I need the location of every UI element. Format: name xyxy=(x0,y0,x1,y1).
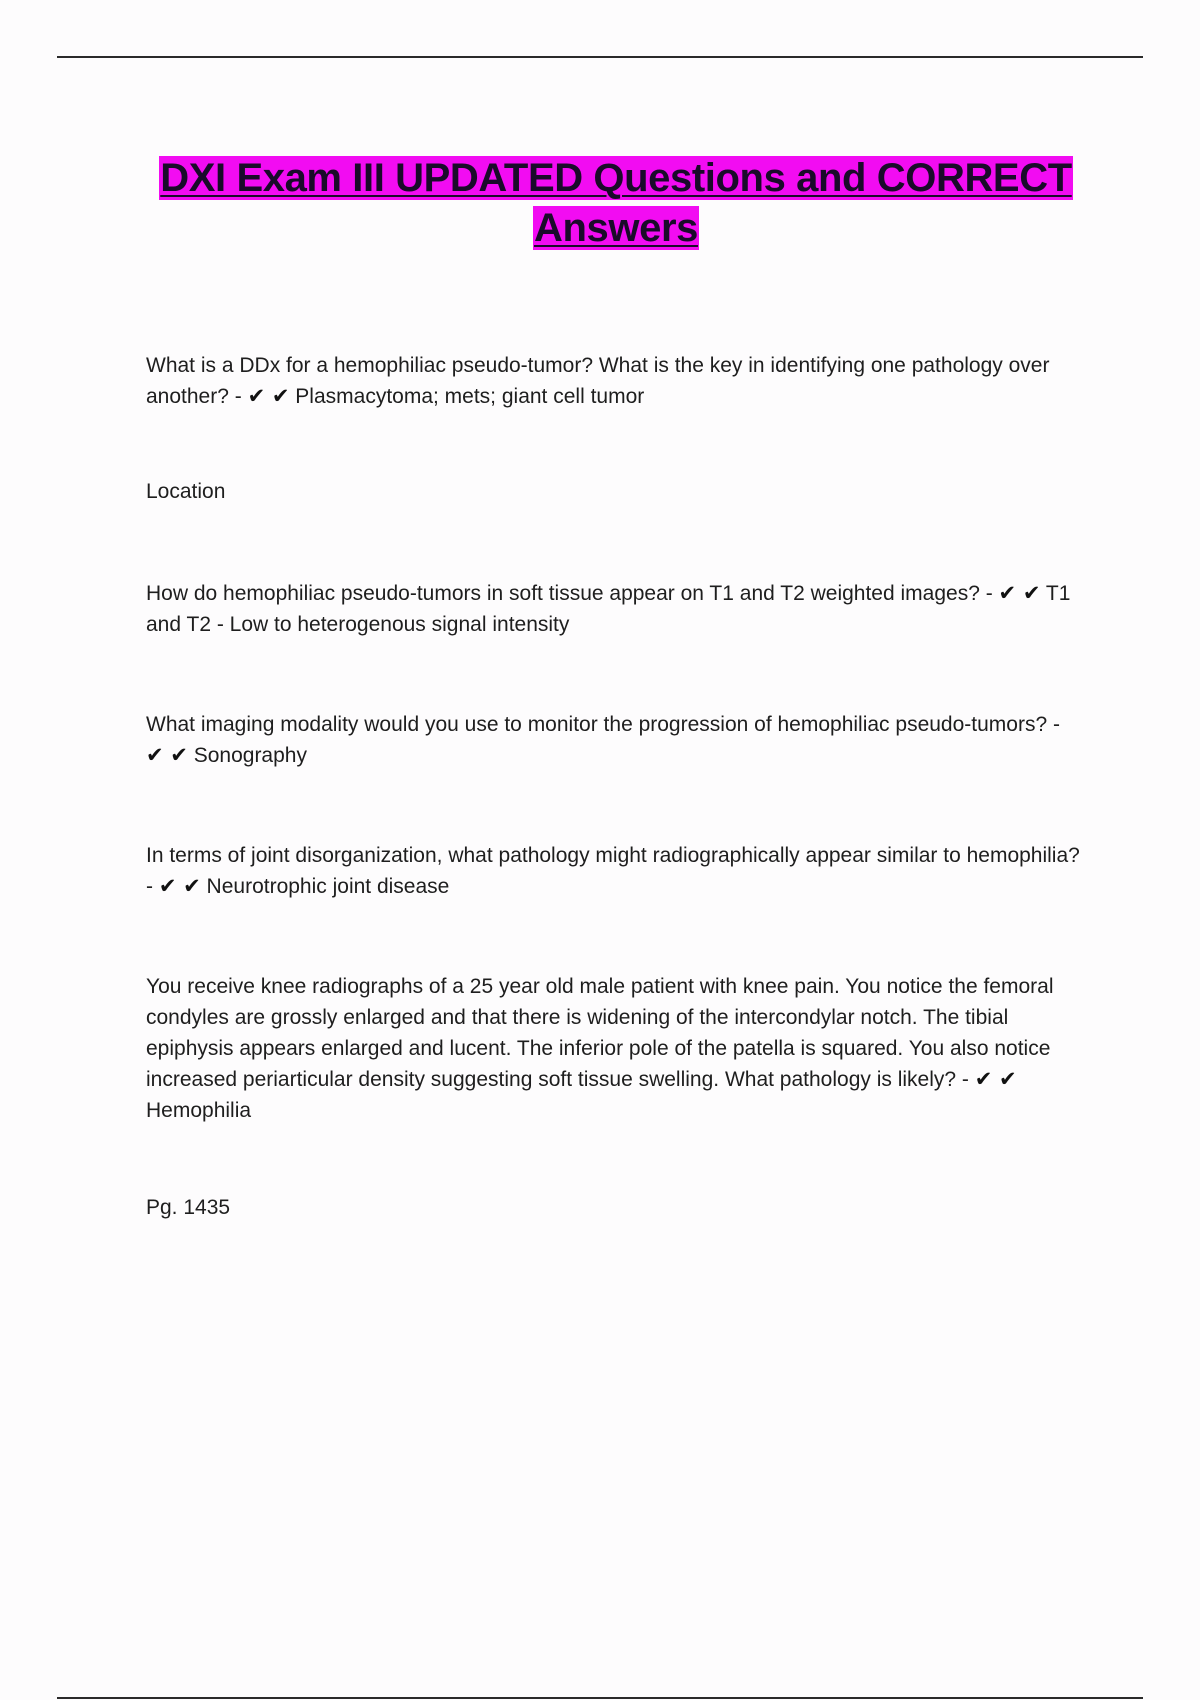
qa-item-2 xyxy=(146,578,1081,640)
page-title xyxy=(120,153,1112,253)
answer-text: Plasmacytoma; mets; giant cell tumor xyxy=(295,385,645,408)
page-reference xyxy=(146,1192,1081,1223)
question-text: What imaging modality would you use to monitor the progression of hemophiliac pseudo-tumors? - xyxy=(146,713,1060,736)
note-item xyxy=(146,476,1081,507)
bottom-rule xyxy=(57,1697,1143,1699)
top-rule xyxy=(57,56,1143,58)
note-text: Location xyxy=(146,480,226,503)
answer-text: Neurotrophic joint disease xyxy=(206,875,450,898)
check-icon: ✔ ✔ xyxy=(998,581,1041,605)
answer-text: T1 and T2 - Low to heterogenous signal intensity xyxy=(146,582,1071,636)
question-text: You receive knee radiographs of a 25 year old male patient with knee pain. You notice the femoral condyles are grossly enlarged and that there is widening of the intercondylar notch. The tibial epiphysis appears enlarged and lucent. The inferior pole of the patella is squared. You also notice increased periarticular density suggesting soft tissue swelling. What pathology is likely? - xyxy=(146,975,1054,1091)
question-text: What is a DDx for a hemophiliac pseudo-tumor? What is the key in identifying one pathology over another? - xyxy=(146,354,1050,408)
check-icon: ✔ ✔ xyxy=(247,384,290,408)
question-text: How do hemophiliac pseudo-tumors in soft tissue appear on T1 and T2 weighted images? - xyxy=(146,582,999,605)
qa-item-5 xyxy=(146,971,1081,1126)
answer-text: Sonography xyxy=(193,744,307,767)
qa-item-3 xyxy=(146,709,1081,771)
qa-item-1 xyxy=(146,350,1081,412)
check-icon: ✔ ✔ xyxy=(974,1067,1017,1091)
qa-item-4 xyxy=(146,840,1081,902)
answer-text: Hemophilia xyxy=(146,1099,252,1122)
check-icon: ✔ ✔ xyxy=(158,874,201,898)
page-reference-text: Pg. 1435 xyxy=(146,1196,231,1219)
page-title-text: DXI Exam III UPDATED Questions and CORRECT Answers xyxy=(160,156,1072,250)
check-icon: ✔ ✔ xyxy=(146,743,188,767)
question-text: In terms of joint disorganization, what pathology might radiographically appear similar to hemophilia? - xyxy=(146,844,1080,898)
